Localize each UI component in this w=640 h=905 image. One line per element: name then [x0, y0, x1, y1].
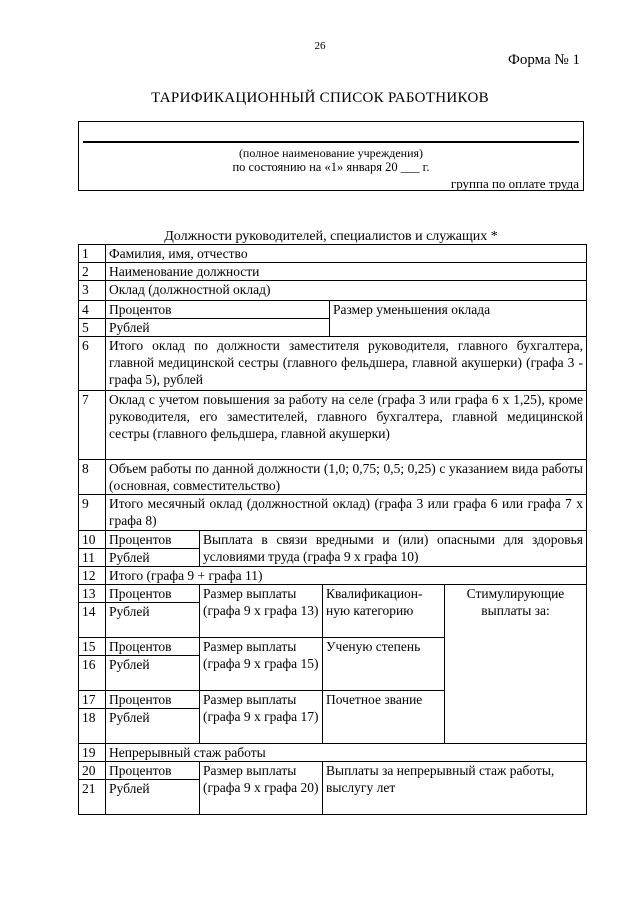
seniority-payments-label: Выплаты за непрерывный стаж работы, выслугу лет	[323, 762, 587, 815]
payment-size-label: Размер выплаты (графа 9 х графа 15)	[200, 638, 323, 691]
row-text: Рублей	[106, 603, 200, 638]
row-text: Итого месячный оклад (должностной оклад) (графа 3 или графа 6 или графа 7 х графа 8)	[106, 495, 587, 531]
row-text: Рублей	[106, 319, 330, 337]
payment-size-label: Размер выплаты (графа 9 х графа 17)	[200, 691, 323, 744]
row-number: 16	[79, 656, 106, 691]
row-text: Процентов	[106, 638, 200, 656]
table-row	[79, 263, 587, 281]
row-text: Наименование должности	[106, 263, 587, 281]
row-text: Процентов	[106, 531, 200, 549]
row-number: 1	[79, 245, 106, 263]
row-text: Рублей	[106, 709, 200, 744]
row-text: Процентов	[106, 762, 200, 780]
row-text: Фамилия, имя, отчество	[106, 245, 587, 263]
payment-size-label: Размер выплаты (графа 9 х графа 20)	[200, 762, 323, 815]
academic-degree-label: Ученую степень	[323, 638, 445, 691]
table-row	[79, 301, 587, 319]
qualification-category-label: Квалификацион-ную категорию	[323, 585, 445, 638]
table-row	[79, 391, 587, 460]
table-row	[79, 531, 587, 549]
document-title: ТАРИФИКАЦИОННЫЙ СПИСОК РАБОТНИКОВ	[151, 90, 489, 106]
table-row	[79, 245, 587, 263]
institution-caption: (полное наименование учреждения)	[238, 146, 424, 160]
form-label: Форма № 1	[508, 52, 580, 68]
row-number: 21	[79, 780, 106, 815]
row-text: Рублей	[106, 656, 200, 691]
table-row	[79, 585, 587, 603]
table-row	[79, 567, 587, 585]
row-text: Итого оклад по должности заместителя руководителя, главного бухгалтера, главной медицинской сестры (главного фельдшера, главной акушерки) (графа 3 - графа 5), рублей	[106, 337, 587, 391]
table-row	[79, 460, 587, 495]
row-text: Процентов	[106, 301, 330, 319]
row-number: 3	[79, 281, 106, 301]
table-row	[79, 762, 587, 780]
row-number: 2	[79, 263, 106, 281]
table-row	[79, 744, 587, 762]
harmful-conditions-label: Выплата в связи вредными и (или) опасными для здоровья условиями труда (графа 9 х графа 10)	[200, 531, 587, 567]
row-number: 19	[79, 744, 106, 762]
table-row	[79, 281, 587, 301]
stimulating-payments-label: Стимулирующие выплаты за:	[445, 585, 587, 744]
row-text: Оклад с учетом повышения за работу на селе (графа 3 или графа 6 х 1,25), кроме руководителя, его заместителей, главного бухгалтера, главной медицинской сестры (главного фельдшера, главной акушерки)	[106, 391, 587, 460]
row-number: 12	[79, 567, 106, 585]
row-number: 7	[79, 391, 106, 460]
row-number: 14	[79, 603, 106, 638]
row-number: 4	[79, 301, 106, 319]
row-text: Процентов	[106, 691, 200, 709]
row-text: Объем работы по данной должности (1,0; 0,75; 0,5; 0,25) с указанием вида работы (основная, совместительство)	[106, 460, 587, 495]
row-number: 17	[79, 691, 106, 709]
row-text: Рублей	[106, 549, 200, 567]
reduction-label: Размер уменьшения оклада	[330, 301, 587, 337]
date-line: по состоянию на «1» января 20 ___ г.	[232, 160, 430, 174]
row-number: 8	[79, 460, 106, 495]
row-number: 15	[79, 638, 106, 656]
pay-group-label: группа по оплате труда	[450, 176, 579, 191]
row-number: 9	[79, 495, 106, 531]
table-row	[79, 337, 587, 391]
payment-size-label: Размер выплаты (графа 9 х графа 13)	[200, 585, 323, 638]
institution-name-line	[83, 141, 579, 143]
row-text: Процентов	[106, 585, 200, 603]
row-number: 11	[79, 549, 106, 567]
row-number: 6	[79, 337, 106, 391]
page-number: 26	[314, 40, 326, 52]
row-text: Непрерывный стаж работы	[106, 744, 587, 762]
institution-box	[78, 121, 584, 191]
table-row	[79, 495, 587, 531]
row-number: 20	[79, 762, 106, 780]
row-number: 13	[79, 585, 106, 603]
honorary-title-label: Почетное звание	[323, 691, 445, 744]
row-text: Оклад (должностной оклад)	[106, 281, 587, 301]
tariff-table	[78, 244, 587, 815]
row-number: 5	[79, 319, 106, 337]
row-number: 10	[79, 531, 106, 549]
section-title: Должности руководителей, специалистов и служащих *	[164, 229, 498, 244]
row-text: Итого (графа 9 + графа 11)	[106, 567, 587, 585]
row-text: Рублей	[106, 780, 200, 815]
row-number: 18	[79, 709, 106, 744]
